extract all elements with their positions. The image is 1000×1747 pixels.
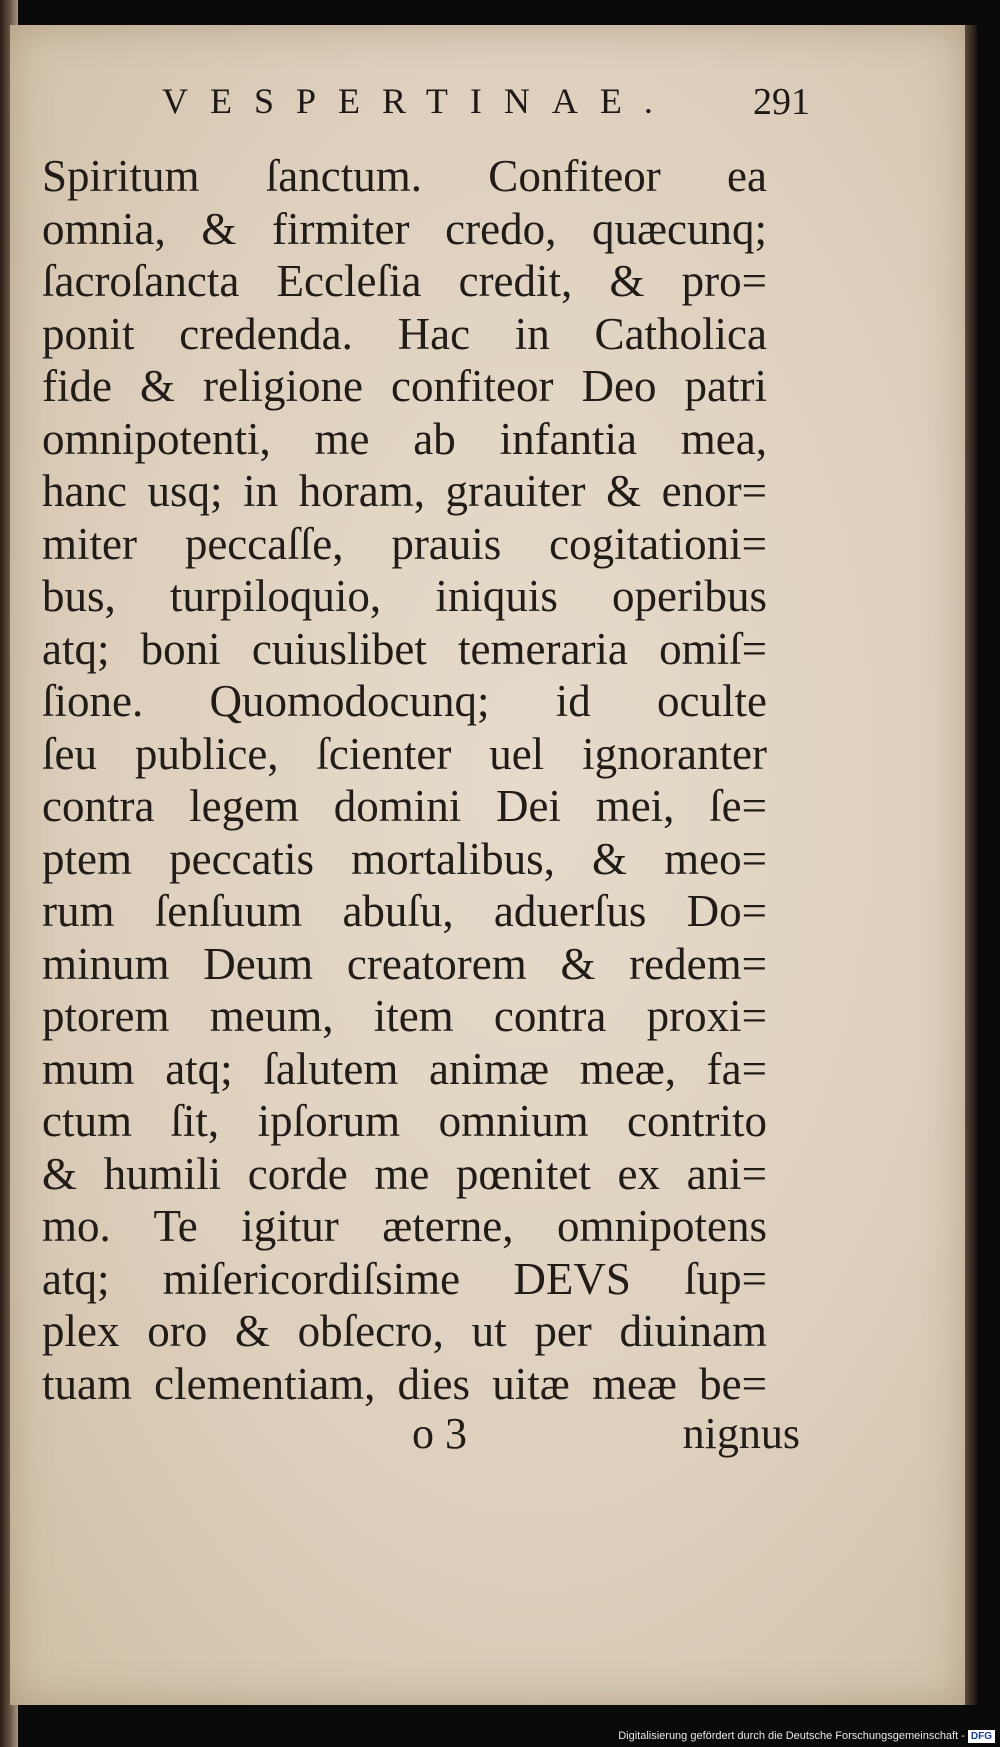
text-line: contra legem domini Dei mei, ſe=	[42, 781, 767, 831]
page-number: 291	[753, 81, 810, 123]
text-line: ptem peccatis mortalibus, & meo=	[42, 833, 767, 884]
text-line: ſeu publice, ſcienter uel ignoranter	[42, 728, 767, 779]
text-line: plex oro & obſecro, ut per diuinam	[42, 1306, 767, 1356]
digitization-text: Digitalisierung gefördert durch die Deutsche Forschungsgemeinschaft -	[618, 1730, 965, 1742]
body-text	[42, 150, 767, 1410]
text-line: minum Deum creatorem & redem=	[42, 938, 767, 989]
text-line: omnipotenti, me ab infantia mea,	[42, 413, 767, 464]
signature-mark: o 3	[412, 1409, 467, 1458]
text-line: ſione. Quomodocunq; id oculte	[42, 676, 767, 726]
text-line: atq; miſericordiſsime DEVS ſup=	[42, 1253, 767, 1304]
text-line: rum ſenſuum abuſu, aduerſus Do=	[42, 886, 767, 936]
text-line: ptorem meum, item contra proxi=	[42, 991, 767, 1041]
running-head: VESPERTINAE.	[162, 81, 675, 121]
text-line: omnia, & firmiter credo, quæcunq;	[42, 203, 767, 254]
text-line: Spiritum ſanctum. Confiteor ea	[42, 151, 767, 201]
text-line: & humili corde me pœnitet ex ani=	[42, 1148, 767, 1199]
page-right-edge	[965, 25, 977, 1705]
text-line: miter peccaſſe, prauis cogitationi=	[42, 518, 767, 569]
dfg-logo: DFG	[968, 1730, 995, 1743]
text-line: hanc usq; in horam, grauiter & enor=	[42, 466, 767, 516]
text-line: mum atq; ſalutem animæ meæ, fa=	[42, 1043, 767, 1094]
page-footer	[42, 1408, 800, 1464]
text-line: mo. Te igitur æterne, omnipotens	[42, 1201, 767, 1251]
text-line: ctum ſit, ipſorum omnium contrito	[42, 1096, 767, 1146]
text-line: ſacroſancta Eccleſia credit, & pro=	[42, 256, 767, 306]
digitization-note	[600, 1728, 995, 1744]
page-header	[50, 80, 810, 140]
text-line: bus, turpiloquio, iniquis operibus	[42, 571, 767, 621]
text-line: tuam clementiam, dies uitæ meæ be=	[42, 1358, 767, 1409]
text-line: atq; boni cuiuslibet temeraria omiſ=	[42, 623, 767, 674]
text-line: ponit credenda. Hac in Catholica	[42, 308, 767, 359]
text-line: fide & religione confiteor Deo patri	[42, 361, 767, 411]
catchword: nignus	[682, 1409, 800, 1458]
